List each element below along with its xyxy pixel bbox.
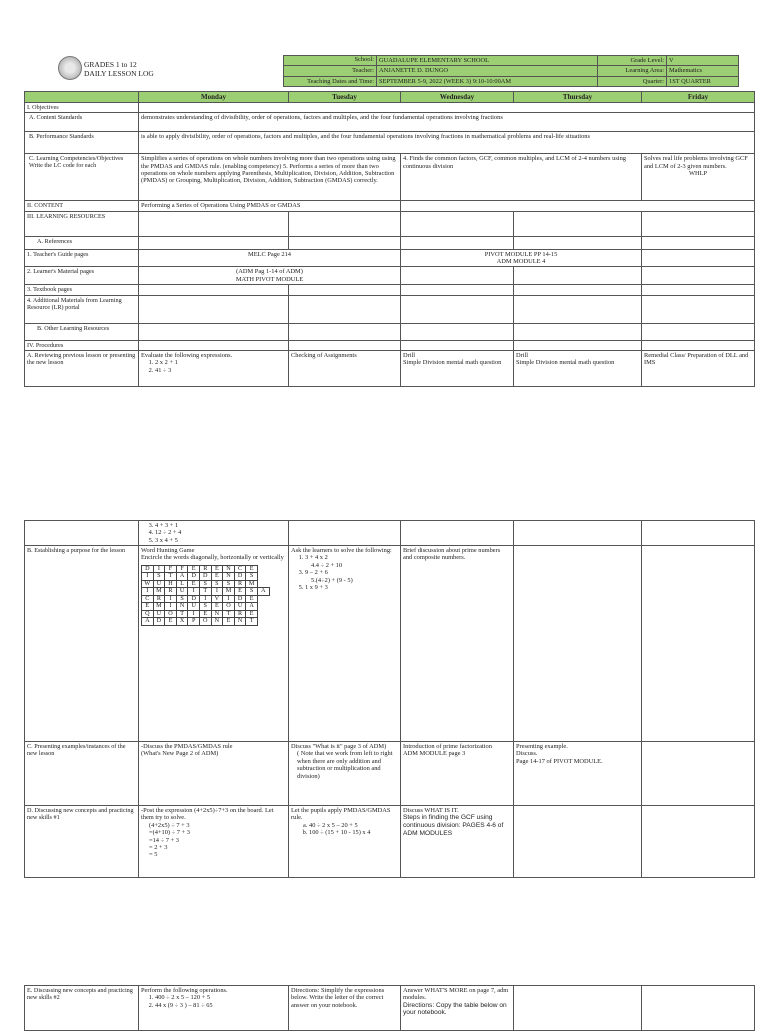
list-item: 3. 9 – 2 + 6 (305, 569, 398, 576)
grid-letter: E (246, 595, 258, 603)
establishing-tue-instruction: Ask the learners to solve the following: (291, 547, 392, 555)
grid-letter: I (188, 588, 200, 596)
discussing2-label: E. Discussing new concepts and practicing new skills #2 (25, 986, 139, 1031)
teachers-guide-label: 1. Teacher's Guide pages (25, 249, 139, 267)
grid-letter: E (246, 565, 258, 573)
grid-letter: E (188, 565, 200, 573)
grid-letter: C (142, 595, 154, 603)
grid-letter: E (188, 580, 200, 588)
presenting-mon-line1: -Discuss the PMDAS/GMDAS rule (141, 743, 233, 751)
day-monday: Monday (139, 92, 289, 103)
discussing1-label: D. Discussing new concepts and practicing new skills #1 (25, 806, 139, 878)
learners-material-monday (139, 267, 401, 285)
discussing2-wed-line2: Directions: Copy the table below on your notebook. (403, 1001, 507, 1017)
grid-letter: I (142, 573, 154, 581)
presenting-wed-line2: ADM MODULE page 3 (403, 750, 466, 758)
header-info-table (283, 55, 739, 87)
grid-letter: O (165, 610, 177, 618)
reviewing-wed-line1: Drill (403, 352, 416, 360)
quarter-label: Quarter: (598, 76, 667, 86)
discussing1-tue-instruction: Let the pupils apply PMDAS/GMDAS rule. (291, 807, 391, 822)
grid-letter: D (234, 573, 246, 581)
teacher-label: Teacher: (284, 66, 377, 76)
learners-material-label: 2. Learner's Material pages (25, 267, 139, 285)
grid-letter: S (176, 595, 188, 603)
lesson-log-table-continued (24, 520, 755, 878)
grid-letter: U (153, 610, 165, 618)
deped-seal-logo (58, 56, 82, 80)
area-label: Learning Area: (598, 66, 667, 76)
other-resources-label: B. Other Learning Resources (25, 323, 139, 340)
quarter-value: 1ST QUARTER (667, 76, 739, 86)
grid-letter: N (234, 618, 246, 626)
grid-letter: I (211, 588, 223, 596)
reviewing-wednesday (401, 351, 514, 387)
list-item: 2. 41 ÷ 3 (155, 367, 286, 374)
grid-letter: R (234, 610, 246, 618)
list-item: 4. 12 ÷ 2 + 4 (155, 529, 286, 536)
lesson-log-table-page3 (24, 985, 755, 1031)
day-thursday: Thursday (514, 92, 642, 103)
presenting-tue-note: ( Note that we work from left to right when there are only addition and subtraction or multiplication and division) (297, 750, 393, 780)
grid-letter: M (246, 580, 258, 588)
textbook-label: 3. Textbook pages (25, 284, 139, 295)
presenting-wednesday (401, 742, 514, 806)
form-title (84, 60, 154, 78)
grid-letter: W (142, 580, 154, 588)
procedures-label: IV. Procedures (25, 340, 139, 350)
discussing2-wed-line1: Answer WHAT'S MORE on page 7, adm modules. (403, 987, 509, 1002)
reviewing-monday-instruction: Evaluate the following expressions. (141, 352, 233, 360)
grade-label: Grade Level: (598, 56, 667, 66)
references-label: A. References (25, 236, 139, 249)
reviewing-tuesday: Checking of Assignments (289, 351, 401, 387)
grid-letter: F (176, 565, 188, 573)
list-item: 4.4 ÷ 2 + 10 (311, 561, 343, 569)
grid-letter: T (199, 588, 211, 596)
grid-letter: P (188, 618, 200, 626)
reviewing-thursday (514, 351, 642, 387)
grid-letter: O (199, 618, 211, 626)
grid-letter: X (176, 618, 188, 626)
list-item: 5.(4÷2) + (9 - 5) (311, 576, 353, 584)
reviewing-label: A. Reviewing previous lesson or presenting the new lesson (25, 351, 139, 387)
grid-letter: A (176, 573, 188, 581)
grid-letter: M (153, 588, 165, 596)
presenting-label: C. Presenting examples/instances of the new lesson (25, 742, 139, 806)
grid-letter: A (257, 588, 269, 596)
grid-letter: U (176, 588, 188, 596)
learners-material-line2: MATH PIVOT MODULE (235, 275, 304, 283)
word-search-grid (141, 565, 270, 626)
grid-letter: N (176, 603, 188, 611)
establishing-tuesday (289, 546, 401, 742)
grid-letter: M (153, 603, 165, 611)
grid-row (142, 618, 270, 626)
grid-letter: Q (142, 610, 154, 618)
school-label: School: (284, 56, 377, 66)
reviewing-thu-line2: Simple Division mental math question (516, 359, 615, 367)
establishing-label: B. Establishing a purpose for the lesson (25, 546, 139, 742)
presenting-tue-line1: Discuss "What is it" page 3 of ADM) (291, 743, 387, 751)
grid-letter: C (234, 565, 246, 573)
objectives-label: I. Objectives (25, 103, 139, 113)
reviewing-thu-line1: Drill (516, 352, 529, 360)
grid-letter: M (223, 588, 235, 596)
grid-letter: E (211, 603, 223, 611)
grid-letter: I (188, 610, 200, 618)
grid-letter: R (234, 580, 246, 588)
competencies-wednesday: 4. Finds the common factors, GCF, common multiples, and LCM of 2-4 numbers using continuous division (401, 154, 642, 201)
content-empty (401, 201, 755, 211)
grid-letter: N (211, 618, 223, 626)
presenting-mon-line2: (What's New Page 2 of ADM) (141, 750, 219, 758)
competencies-label (25, 154, 139, 201)
solution-step: = 5 (149, 851, 158, 859)
grid-letter: E (234, 588, 246, 596)
grid-letter: H (165, 580, 177, 588)
grid-letter: U (153, 580, 165, 588)
discussing1-steps (141, 822, 286, 859)
presenting-monday (139, 742, 289, 806)
learning-resources-label: III. LEARNING RESOURCES (25, 211, 139, 236)
grid-letter: S (223, 580, 235, 588)
teacher-value: ANJANETTE D. DUNGO (377, 66, 598, 76)
discussing1-wednesday (401, 806, 514, 878)
grid-letter: D (142, 565, 154, 573)
lesson-log-table (24, 91, 755, 387)
grid-letter: E (223, 618, 235, 626)
grid-letter: T (246, 618, 258, 626)
dates-value: SEPTEMBER 5-9, 2022 (WEEK 3) 9:10-10:00AM (377, 76, 598, 86)
list-item: b. 100 ÷ (15 + 10 - 15) x 4 (309, 829, 398, 836)
presenting-thu-line2: Discuss. (516, 750, 538, 758)
grid-letter: N (223, 565, 235, 573)
grid-letter: T (176, 610, 188, 618)
reviewing-wed-line2: Simple Division mental math question (403, 359, 502, 367)
solution-step: = 2 + 3 (149, 843, 168, 851)
day-tuesday: Tuesday (289, 92, 401, 103)
competencies-note: Write the LC code for each (29, 162, 97, 170)
competencies-monday: Simplifies a series of operations on whole numbers involving more than two operations using using the PMDAS and GMDAS rule. (enabling competency) 5. Performs a series of more than two operations on whole numbers applying Parenthesis, Multiplication, Division, Addition, Subtraction (PMDAS) or Grouping, Multiplication, Division, Addition, Subtraction (GMDAS) correctly. (139, 154, 401, 201)
performance-standards-value: is able to apply divisibility, order of operations, factors and multiples, and the four fundamental operations involving fractions in mathematical problems and real-life situations (139, 132, 755, 154)
list-item: 5. 3 x 4 + 5 (155, 537, 286, 544)
teachers-guide-wed-line1: PIVOT MODULE PP 14-15 (484, 250, 558, 258)
grid-letter: V (211, 595, 223, 603)
competencies-friday-whlp: WHLP (688, 169, 708, 177)
word-hunting-instruction: Encircle the words diagonally, horizontally or vertically (141, 554, 284, 562)
grid-letter: E (211, 573, 223, 581)
discussing1-wed-line2: Steps in finding the GCF using continuous division: PAGES 4-6 of ADM MODULES (403, 814, 504, 837)
performance-standards-label: B. Performance Standards (25, 132, 139, 154)
competencies-friday (642, 154, 755, 201)
competencies-friday-text: Solves real life problems involving GCF and LCM of 2-3 given numbers. (644, 155, 748, 170)
presenting-thursday (514, 742, 642, 806)
grid-letter: N (211, 610, 223, 618)
establishing-wednesday: Brief discussion about prime numbers and composite numbers. (401, 546, 514, 742)
grid-letter: E (199, 610, 211, 618)
grid-letter: U (234, 603, 246, 611)
discussing1-mon-instruction: -Post the expression (4+2x5)÷7+3 on the board. Let them try to solve. (141, 807, 274, 822)
grid-letter: S (199, 580, 211, 588)
list-item: a. 40 ÷ 2 x 5 – 20 + 5 (309, 822, 398, 829)
grid-letter: S (199, 603, 211, 611)
grid-letter: O (223, 603, 235, 611)
grid-letter: A (246, 603, 258, 611)
competencies-label-text: C. Learning Competencies/Objectives (29, 155, 124, 163)
teachers-guide-monday: MELC Page 214 (139, 249, 401, 267)
title-line1: GRADES 1 to 12 (84, 60, 137, 69)
grid-letter: D (188, 595, 200, 603)
solution-step: =14 ÷ 7 + 3 (149, 836, 179, 844)
additional-materials-label: 4. Additional Materials from Learning Resource (LR) portal (25, 295, 139, 323)
discussing1-wed-line1: Discuss WHAT IS IT. (403, 807, 459, 815)
grid-letter: U (188, 603, 200, 611)
solution-step: =(4+10) ÷ 7 + 3 (149, 829, 190, 837)
grid-letter: R (165, 588, 177, 596)
list-item: 2. 44 x (9 ÷ 3 ) – 81 ÷ 65 (155, 1002, 286, 1009)
teachers-guide-wed-line2: ADM MODULE 4 (496, 257, 546, 265)
dates-label: Teaching Dates and Time: (284, 76, 377, 86)
discussing2-mon-instruction: Perform the following operations. (141, 987, 228, 994)
list-item: 1. 400 ÷ 2 x 5 – 120 + 5 (155, 994, 286, 1001)
grid-letter: T (223, 610, 235, 618)
solution-step: (4+2x5) ÷ 7 + 3 (149, 821, 190, 829)
grid-letter: R (153, 595, 165, 603)
grade-value: V (667, 56, 739, 66)
discussing1-tuesday (289, 806, 401, 878)
grid-letter: S (246, 573, 258, 581)
continued-items-monday (139, 521, 289, 546)
grid-letter: E (165, 618, 177, 626)
presenting-tuesday (289, 742, 401, 806)
corner-cell (25, 92, 139, 103)
establishing-monday (139, 546, 289, 742)
day-friday: Friday (642, 92, 755, 103)
grid-letter: D (199, 573, 211, 581)
grid-letter: E (246, 610, 258, 618)
title-line2: DAILY LESSON LOG (84, 69, 154, 78)
list-item: 5. 1 x 9 + 3 (305, 584, 398, 591)
grid-letter: S (246, 588, 258, 596)
grid-letter: S (211, 580, 223, 588)
grid-letter: S (153, 573, 165, 581)
grid-letter: D (234, 595, 246, 603)
list-item: 3. 4 + 3 + 1 (155, 522, 286, 529)
presenting-wed-line1: Introduction of prime factorization (403, 743, 492, 751)
grid-letter: F (165, 565, 177, 573)
school-value: GUADALUPE ELEMENTARY SCHOOL (377, 56, 598, 66)
grid-letter: I (223, 595, 235, 603)
grid-letter: L (176, 580, 188, 588)
grid-letter: D (188, 573, 200, 581)
grid-letter: E (211, 565, 223, 573)
grid-letter: E (142, 603, 154, 611)
objectives-cell (139, 103, 755, 113)
learners-material-line1: (ADM Pag 1-14 of ADM) (236, 268, 303, 276)
grid-letter: N (223, 573, 235, 581)
grid-letter: T (165, 573, 177, 581)
word-hunting-title: Word Hunting Game (141, 547, 195, 555)
content-label: II. CONTENT (25, 201, 139, 211)
presenting-thu-line1: Presenting example. (516, 743, 568, 751)
grid-letter: A (142, 618, 154, 626)
content-value: Performing a Series of Operations Using PMDAS or GMDAS (139, 201, 401, 211)
day-wednesday: Wednesday (401, 92, 514, 103)
list-item: 1. 3 + 4 x 2 (305, 554, 398, 561)
reviewing-monday (139, 351, 289, 387)
area-value: Mathematics (667, 66, 739, 76)
content-standards-label: A. Content Standards (25, 113, 139, 132)
content-standards-value: demonstrates understanding of divisibility, order of operations, factors and multiples, and the four fundamental operations involving fractions (139, 113, 755, 132)
reviewing-friday: Remedial Class/ Preparation of DLL and IMS (642, 351, 755, 387)
grid-letter: I (153, 565, 165, 573)
grid-letter: R (199, 565, 211, 573)
grid-letter: D (153, 618, 165, 626)
grid-letter: I (165, 595, 177, 603)
list-item: 1. 2 x 2 + 1 (155, 359, 286, 366)
presenting-thu-line3: Page 14-17 of PIVOT MODULE. (516, 757, 603, 765)
grid-letter: I (199, 595, 211, 603)
discussing1-monday (139, 806, 289, 878)
teachers-guide-wednesday (401, 249, 642, 267)
grid-letter: I (142, 588, 154, 596)
grid-letter: I (165, 603, 177, 611)
discussing2-tuesday: Directions: Simplify the expressions below. Write the letter of the correct answer on your notebook. (289, 986, 401, 1031)
